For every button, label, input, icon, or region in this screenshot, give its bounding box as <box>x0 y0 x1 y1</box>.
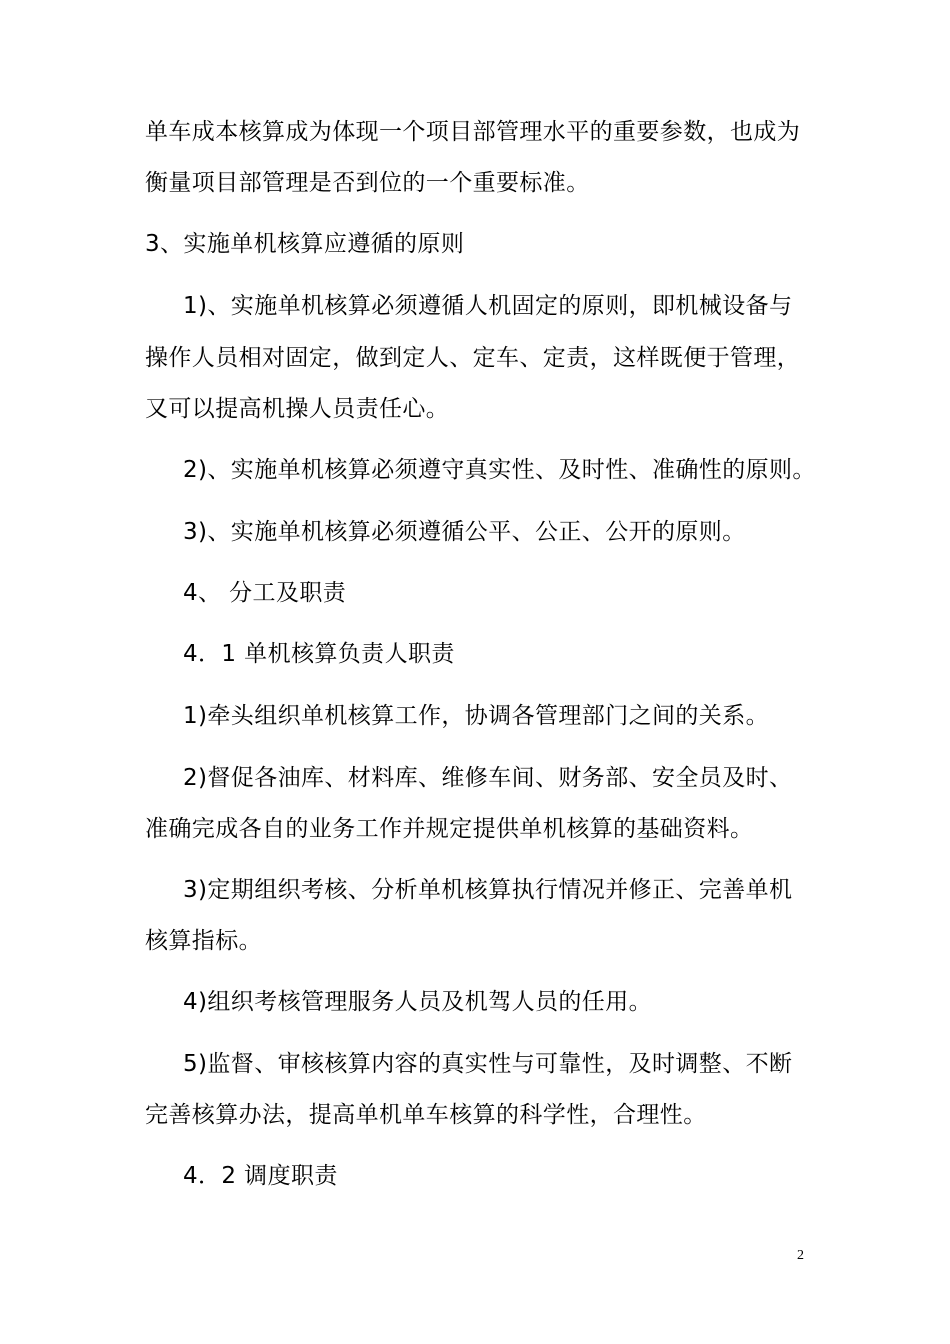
duty-2-line-1: 2)督促各油库、材料库、维修车间、财务部、安全员及时、 <box>183 765 793 791</box>
paragraph-line-1: 单车成本核算成为体现一个项目部管理水平的重要参数，也成为 <box>145 119 801 145</box>
principle-2: 2)、实施单机核算必须遵守真实性、及时性、准确性的原则。 <box>183 457 816 483</box>
duty-1: 1)牵头组织单机核算工作，协调各管理部门之间的关系。 <box>183 703 770 729</box>
page-number: 2 <box>797 1248 804 1263</box>
principle-1-line-3: 又可以提高机操人员责任心。 <box>145 396 450 422</box>
section-heading-4: 4、 分工及职责 <box>183 580 347 606</box>
duty-3-line-2: 核算指标。 <box>145 928 262 954</box>
duty-2-line-2: 准确完成各自的业务工作并规定提供单机核算的基础资料。 <box>145 816 754 842</box>
duty-3-line-1: 3)定期组织考核、分析单机核算执行情况并修正、完善单机 <box>183 877 793 903</box>
principle-1-line-1: 1)、实施单机核算必须遵循人机固定的原则，即机械设备与 <box>183 293 793 319</box>
section-heading-3: 3、实施单机核算应遵循的原则 <box>145 231 465 257</box>
subsection-heading-4-2: 4．2 调度职责 <box>183 1163 338 1189</box>
duty-5-line-2: 完善核算办法，提高单机单车核算的科学性，合理性。 <box>145 1102 707 1128</box>
subsection-heading-4-1: 4．1 单机核算负责人职责 <box>183 641 455 667</box>
paragraph-line-2: 衡量项目部管理是否到位的一个重要标准。 <box>145 170 590 196</box>
duty-5-line-1: 5)监督、审核核算内容的真实性与可靠性，及时调整、不断 <box>183 1051 793 1077</box>
principle-1-line-2: 操作人员相对固定，做到定人、定车、定责，这样既便于管理， <box>145 345 801 371</box>
principle-3: 3)、实施单机核算必须遵循公平、公正、公开的原则。 <box>183 519 746 545</box>
duty-4: 4)组织考核管理服务人员及机驾人员的任用。 <box>183 989 653 1015</box>
